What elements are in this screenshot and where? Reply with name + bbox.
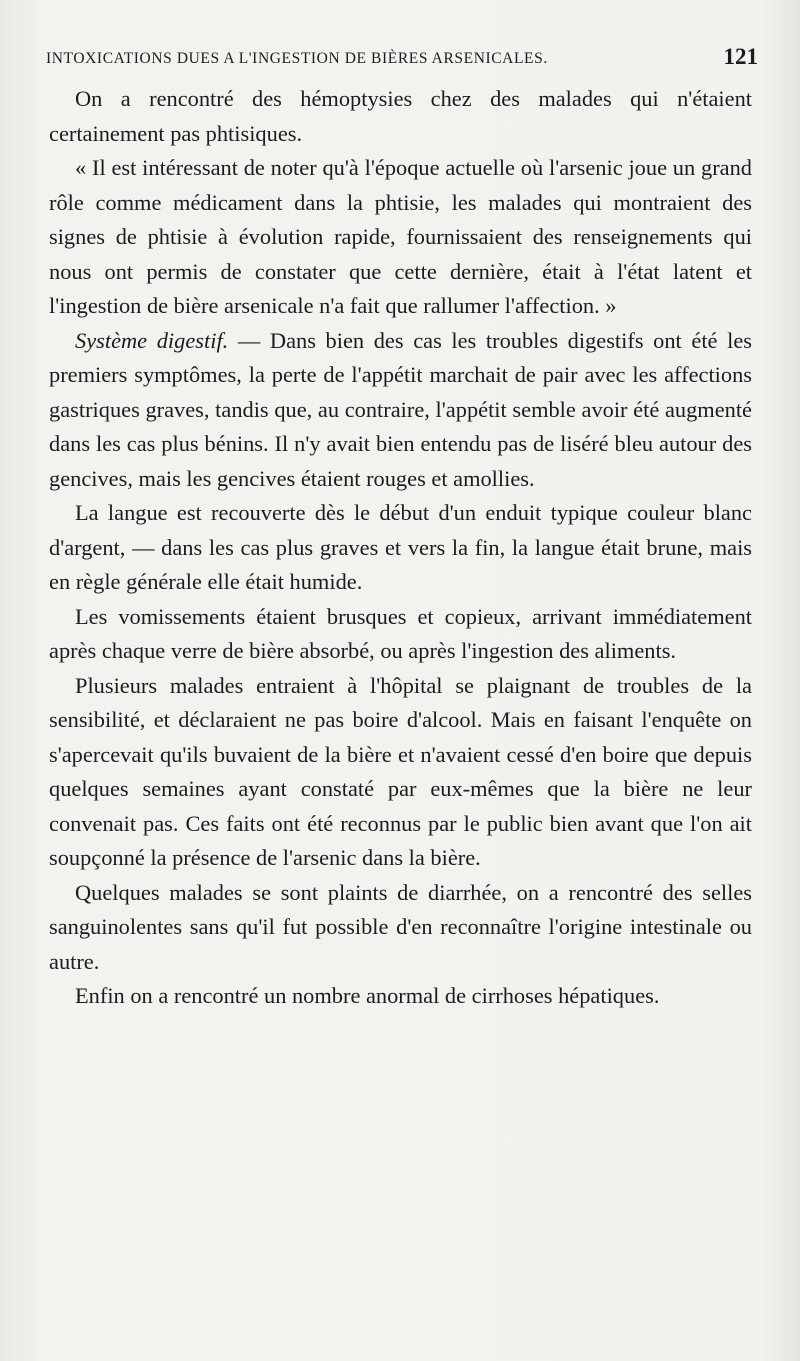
paragraph-text: Les vomissements étaient brusques et copieux, arrivant immédiatement après chaque verre de bière absorbé, ou après l'ingestion des aliments. (49, 603, 752, 663)
paragraph-hospital-patients (49, 669, 752, 876)
page-number: 121 (723, 44, 758, 69)
paragraph-text: La langue est recouverte dès le début d'un enduit typique couleur blanc d'argent, — dans les cas plus graves et vers la fin, la langue était brune, mais en règle générale elle était humide. (49, 500, 752, 594)
paragraph-vomiting (49, 600, 752, 669)
paragraph-tongue (49, 496, 752, 600)
paragraph-text: — Dans bien des cas les troubles digestifs ont été les premiers symptômes, la perte de l'appétit marchait de pair avec les affections gastriques graves, tandis que, au contraire, l'appétit semble avoir été augmenté dans les cas plus bénins. Il n'y avait bien entendu pas de liséré bleu autour des gencives, mais les gencives étaient rouges et amollies. (49, 327, 752, 491)
paragraph-text: Plusieurs malades entraient à l'hôpital se plaignant de troubles de la sensibilité, et déclaraient ne pas boire d'alcool. Mais en faisant l'enquête on s'apercevait qu'ils buvaient de la bière et n'avaient cessé d'en boire que depuis quelques semaines ayant constaté par eux-mêmes que la bière ne leur convenait pas. Ces faits ont été reconnus par le public bien avant que l'on ait soupçonné la présence de l'arsenic dans la bière. (49, 672, 752, 870)
paragraph-text: On a rencontré des hémoptysies chez des malades qui n'étaient certainement pas phtisiques. (49, 86, 752, 146)
paragraph-quotation-arsenic (49, 151, 752, 324)
page-header (46, 46, 758, 72)
page-body (49, 82, 752, 1014)
paragraph-hemoptysis (49, 82, 752, 151)
paragraph-digestive-system (49, 324, 752, 497)
paragraph-text: Quelques malades se sont plaints de diarrhée, on a rencontré des selles sanguinolentes sans qu'il fut possible d'en reconnaître l'origine intestinale ou autre. (49, 879, 752, 974)
paragraph-text: Enfin on a rencontré un nombre anormal de cirrhoses hépatiques. (75, 983, 660, 1008)
running-title: INTOXICATIONS DUES A L'INGESTION DE BIÈRES ARSENICALES. (46, 50, 548, 67)
section-lead: Système digestif. (75, 327, 229, 353)
paragraph-cirrhosis (49, 979, 752, 1014)
paragraph-text: « Il est intéressant de noter qu'à l'époque actuelle où l'arsenic joue un grand rôle comme médicament dans la phtisie, les malades qui montraient des signes de phtisie à évolution rapide, fournissaient des renseignements qui nous ont permis de constater que cette dernière, était à l'état latent et l'ingestion de bière arsenicale n'a fait que rallumer l'affection. » (49, 155, 752, 318)
paragraph-diarrhea (49, 876, 752, 980)
